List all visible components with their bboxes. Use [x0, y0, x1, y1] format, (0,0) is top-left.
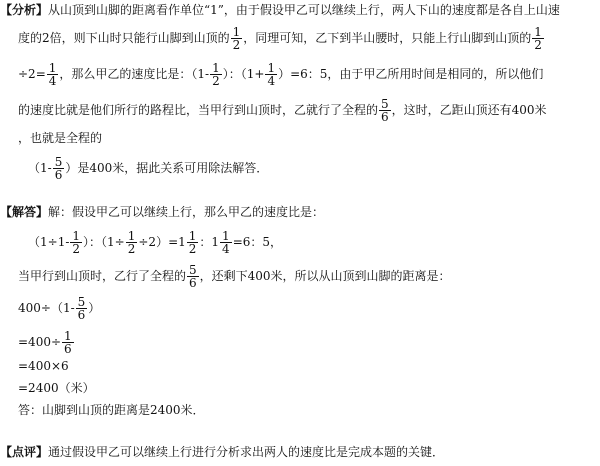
analysis-line-1 [0, 2, 560, 18]
analysis-line-6: （1- $\frac{5}{6}$ ）是400米，据此关系可用除法解答． [28, 155, 269, 182]
fraction: $\frac{5}{6}$ [189, 263, 197, 290]
analysis-line-2: 度的2倍，则下山时只能行山脚到山顶的 $\frac{1}{2}$ ，同理可知，乙下到半山腰时，只能上行山脚到山顶的 $\frac{1}{2}$ [18, 25, 542, 52]
fraction: $\frac{5}{6}$ [77, 295, 86, 322]
analysis-text: 从山顶到山脚的距离看作单位“1”，由于假设甲乙可以继续上行，两人下山的速度都是各自上山速 [48, 3, 560, 17]
answer-line-4: 400÷（1- $\frac{5}{6}$ ） [18, 295, 101, 322]
answer-line-8: 答：山脚到山顶的距离是2400米． [18, 403, 205, 417]
fraction: $\frac{5}{6}$ [54, 155, 63, 182]
fraction: $\frac{1}{2}$ [127, 229, 136, 256]
answer-tag: 【解答】 [0, 205, 49, 219]
comment-line: 【点评】通过假设甲乙可以继续上行进行分析求出两人的速度比是完成本题的关键． [0, 445, 445, 459]
fraction: $\frac{1}{6}$ [64, 329, 72, 356]
answer-line-7: =2400（米） [18, 381, 95, 395]
fraction: $\frac{1}{2}$ [72, 229, 81, 256]
analysis-line-4: 的速度比就是他们所行的路程比，当甲行到山顶时，乙就行了全程的 $\frac{5}{6}$ ，这时，乙距山顶还有400米 [18, 97, 547, 124]
fraction: $\frac{1}{2}$ [188, 229, 197, 256]
analysis-line-5: ，也就是全程的 [18, 131, 103, 145]
fraction: $\frac{1}{4}$ [267, 61, 276, 88]
answer-line-1: 【解答】解：假设甲乙可以继续上行，那么甲乙的速度比是： [0, 205, 325, 219]
analysis-line-3: ÷2= $\frac{1}{4}$ ，那么甲乙的速度比是：（1- $\frac{1}{2}$ ）：（1+ $\frac{1}{4}$ ）=6：5，由于甲乙所用时间是相同的，所以他们 [18, 61, 544, 88]
answer-line-6: =400×6 [18, 359, 69, 373]
comment-tag: 【点评】 [0, 445, 49, 459]
fraction: $\frac{1}{2}$ [534, 25, 542, 52]
answer-line-3: 当甲行到山顶时，乙行了全程的 $\frac{5}{6}$ ，还剩下400米，所以从山顶到山脚的距离是： [18, 263, 451, 290]
fraction: $\frac{1}{2}$ [212, 61, 220, 88]
analysis-tag: 【分析】 [0, 3, 49, 17]
fraction: $\frac{1}{2}$ [232, 25, 241, 52]
answer-line-5: =400÷ $\frac{1}{6}$ [18, 329, 72, 356]
fraction: $\frac{1}{4}$ [48, 61, 57, 88]
fraction: $\frac{5}{6}$ [381, 97, 389, 124]
answer-line-2: （1÷1- $\frac{1}{2}$ ）：（1÷ $\frac{1}{2}$ ÷2）=1 $\frac{1}{2}$ ：1 $\frac{1}{4}$ =6：5， [28, 229, 283, 256]
fraction: $\frac{1}{4}$ [222, 229, 230, 256]
